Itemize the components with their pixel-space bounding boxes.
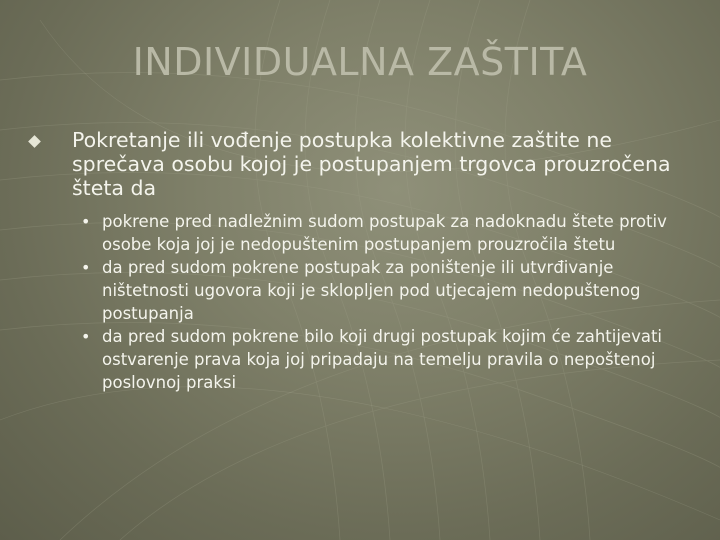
bullet-text: Pokretanje ili vođenje postupka kolektivne zaštite ne sprečava osobu kojoj je postupanjem trgovca prouzročena šteta da (72, 128, 671, 200)
sub-bullet-item (81, 210, 688, 256)
sub-bullet-text: pokrene pred nadležnim sudom postupak za nadoknadu štete protiv osobe koja joj je nedopuštenim postupanjem prouzročila štetu (102, 212, 667, 254)
sub-bullet-list (28, 210, 688, 394)
slide-title: INDIVIDUALNA ZAŠTITA (132, 40, 588, 84)
diamond-bullet-icon (28, 135, 41, 148)
sub-bullet-text: da pred sudom pokrene postupak za poništenje ili utvrđivanje ništetnosti ugovora koji je sklopljen pod utjecajem nedopuštenog postupanja (102, 258, 641, 323)
dot-bullet-icon: • (81, 327, 91, 346)
dot-bullet-icon: • (81, 212, 91, 231)
dot-bullet-icon: • (81, 258, 91, 277)
sub-bullet-item (81, 256, 688, 325)
bullet-item (28, 128, 688, 200)
slide-content (28, 128, 688, 394)
sub-bullet-text: da pred sudom pokrene bilo koji drugi postupak kojim će zahtijevati ostvarenje prava koja joj pripadaju na temelju pravila o nepoštenoj poslovnoj praksi (102, 327, 663, 392)
sub-bullet-item (81, 325, 688, 394)
